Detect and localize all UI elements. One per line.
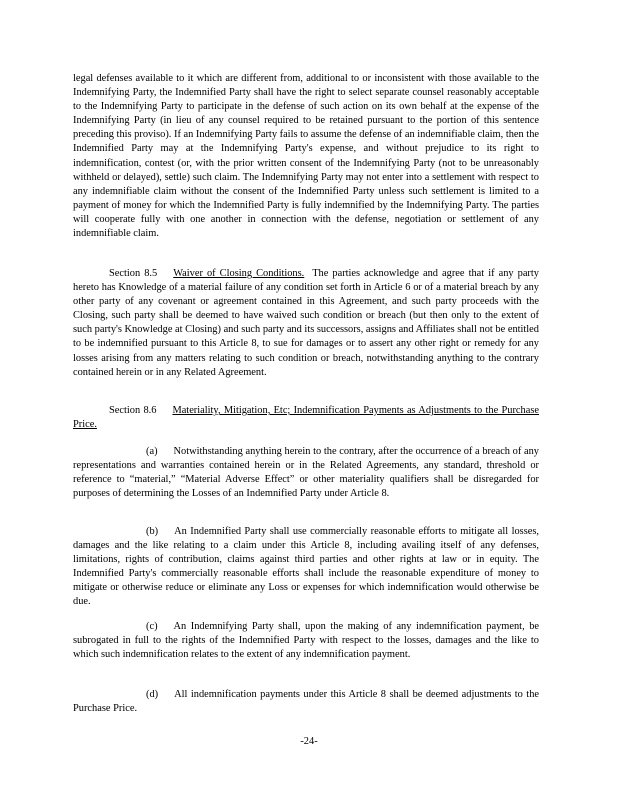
subsection-c-label: (c) bbox=[146, 621, 158, 632]
carryover-paragraph: legal defenses available to it which are different from, additional to or inconsistent with those available to the Indemnifying Party, the Indemnified Party shall have the right to select separate counsel reasonably acceptable to the Indemnifying Party to participate in the defense of such action on its own behalf at the expense of the Indemnifying Party (in lieu of any counsel required to be retained pursuant to the portion of this sentence preceding this proviso). If an Indemnifying Party fails to assume the defense of an indemnifiable claim, then the Indemnified Party may at the Indemnifying Party's expense, and without prejudice to its right to indemnification, contest (or, with the prior written consent of the Indemnifying Party (not to be unreasonably withheld or delayed), settle) such claim. The Indemnifying Party may not enter into a settlement with respect to any indemnifiable claim without the consent of the Indemnified Party unless such settlement is limited to a payment of money for which the Indemnified Party is fully indemnified by the Indemnifying Party. The parties will cooperate fully with one another in connection with the defense, negotiation or settlement of any indemnifiable claim. bbox=[73, 73, 540, 240]
subsection-a-label: (a) bbox=[146, 446, 158, 457]
section-8-5-heading: Waiver of Closing Conditions. bbox=[173, 268, 305, 279]
subsection-d-label: (d) bbox=[146, 689, 159, 700]
section-8-5-number: Section 8.5 bbox=[109, 268, 158, 279]
subsection-d bbox=[73, 688, 539, 716]
section-8-6-number: Section 8.6 bbox=[109, 405, 157, 416]
section-8-6-heading: Materiality, Mitigation, Etc; Indemnification Payments as Adjustments to the Purchase Price. bbox=[73, 405, 539, 431]
subsection-c bbox=[73, 620, 539, 662]
subsection-c-text: An Indemnifying Party shall, upon the making of any indemnification payment, be subrogated in full to the rights of the Indemnified Party with respect to the losses, damages and the like to which such indemnification relates to the extent of any indemnification payment. bbox=[73, 621, 539, 661]
subsection-b bbox=[73, 525, 539, 610]
section-8-5-paragraph bbox=[73, 267, 539, 380]
subsection-b-text: An Indemnified Party shall use commercially reasonable efforts to mitigate all losses, damages and the like relating to a claim under this Article 8, including availing itself of any defenses, limitations, rights of contribution, claims against third parties and other rights at law or in equity. The Indemnified Party's commercially reasonable efforts shall include the reasonable expenditure of money to mitigate or otherwise reduce or eliminate any Loss or expenses for which indemnification would otherwise be due. bbox=[73, 526, 539, 608]
page-number: -24- bbox=[300, 736, 318, 747]
subsection-d-text: All indemnification payments under this Article 8 shall be deemed adjustments to the Purchase Price. bbox=[73, 689, 539, 715]
section-8-6-heading-paragraph bbox=[73, 404, 539, 432]
subsection-b-label: (b) bbox=[146, 526, 159, 537]
subsection-a bbox=[73, 445, 539, 501]
subsection-a-text: Notwithstanding anything herein to the contrary, after the occurrence of a breach of any representations and warranties contained herein or in the Related Agreements, any standard, threshold or reference to “material,” “Material Adverse Effect” or other materiality qualifiers shall be disregarded for purposes of determining the Losses of an Indemnified Party under Article 8. bbox=[73, 446, 539, 500]
section-8-5-body: The parties acknowledge and agree that if any party hereto has Knowledge of a material failure of any condition set forth in Article 6 or of a material breach by any other party of any covenant or agreement contained in this Agreement, and such party proceeds with the Closing, such party shall be deemed to have waived such condition or breach (but then only to the extent of such party's Knowledge at Closing) and such party and its successors, assigns and Affiliates shall not be entitled to be indemnified pursuant to this Article 8, to sue for damages or to assert any other right or remedy for any losses arising from any matters relating to such condition or breach, notwithstanding anything to the contrary contained herein or in any Related Agreement. bbox=[73, 268, 539, 378]
